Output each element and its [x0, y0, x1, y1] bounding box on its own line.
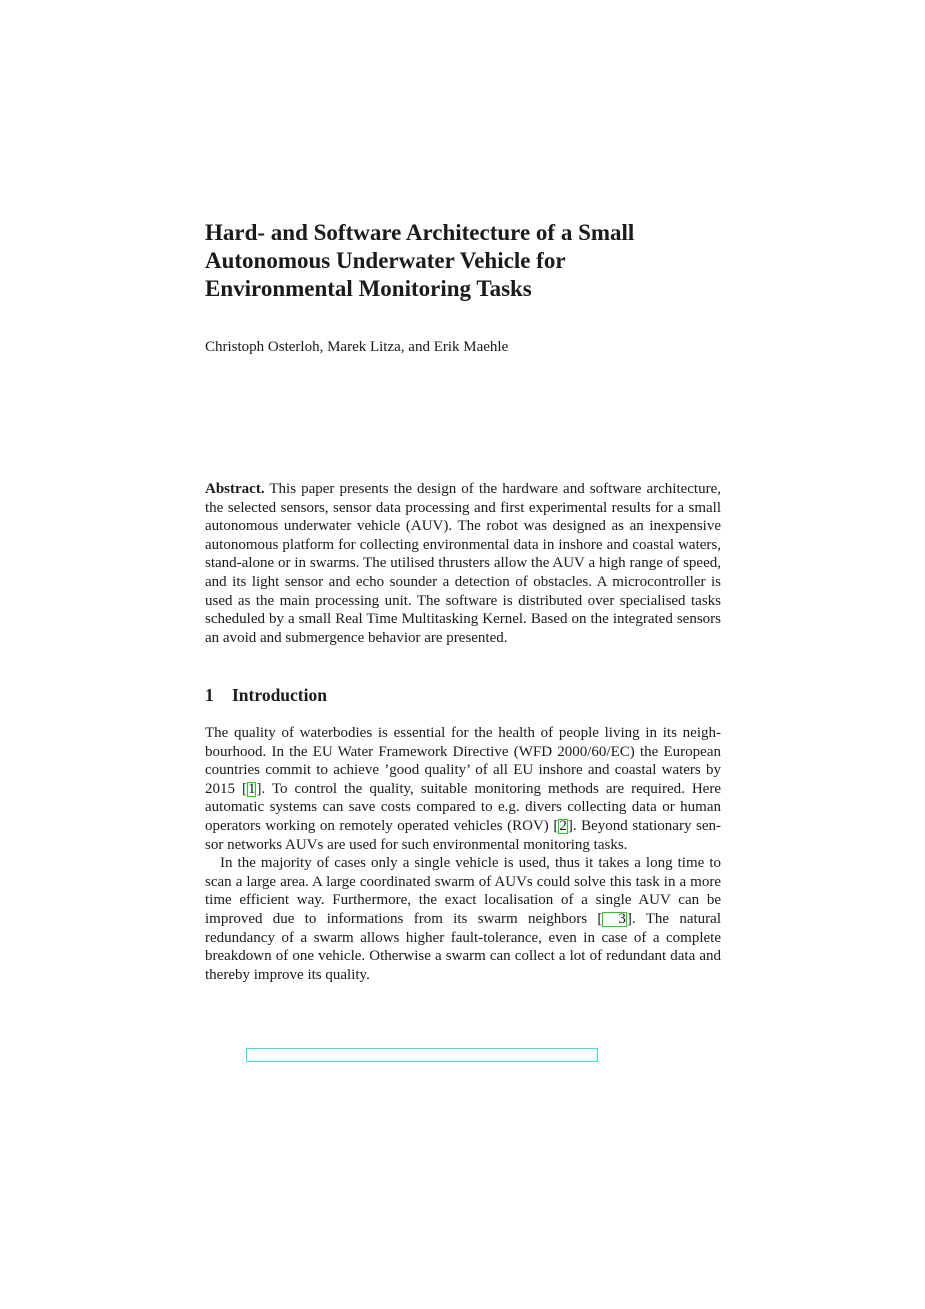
- section-title: Introduction: [232, 685, 327, 705]
- title-line-1: Hard- and Software Architecture of a Small: [205, 220, 635, 245]
- title-line-2: Autonomous Underwater Vehicle for: [205, 248, 566, 273]
- citation-link-2[interactable]: 2: [559, 817, 567, 834]
- introduction-body: [205, 724, 721, 984]
- abstract-label: Abstract.: [205, 481, 265, 497]
- para1-text-a: The quality of waterbodies is essential for the health of people living in its neighbourhood. In the EU Water Framework Directive (WFD 2000/60/EC) the European countries commit to achieve ’good quality’ of all EU inshore and coastal waters by 2015 [: [205, 725, 721, 797]
- abstract: [205, 480, 721, 647]
- section-heading: [205, 684, 327, 706]
- citation-link-3[interactable]: 3: [602, 912, 627, 927]
- para2-text-a: In the majority of cases only a single vehicle is used, thus it takes a long time to scan a large area. A large coordinated swarm of AUVs could solve this task in a more time efficient way. Furthermore, the exact localisation of a single AUV can be improved due to informations from its swarm neighbors [: [205, 855, 721, 927]
- para1-text-b: ]. To control the quality, suitable monitoring methods are required. Here automatic systems can save costs compared to e.g. divers collecting data or human operators working on remotely operated vehicles (ROV) [: [205, 780, 721, 834]
- para2-text-b: ]. The natural redundancy of a swarm allows higher fault-tolerance, even in case of a complete breakdown of one vehicle. Otherwise a swarm can collect a lot of redundant data and thereby improve its quality.: [205, 910, 721, 983]
- footnote-link-box[interactable]: [246, 1048, 598, 1062]
- intro-paragraph-1: [205, 724, 721, 854]
- para1-text-c: ]. Beyond stationary sensor networks AUVs are used for such environmental monitoring tasks.: [205, 817, 721, 853]
- citation-link-1[interactable]: 1: [247, 780, 256, 797]
- section-number: 1: [205, 685, 214, 705]
- author-list: Christoph Osterloh, Marek Litza, and Erik Maehle: [205, 339, 509, 355]
- title-line-3: Environmental Monitoring Tasks: [205, 276, 532, 301]
- abstract-text: This paper presents the design of the hardware and software architecture, the selected sensors, sensor data processing and first experimental results for a small autonomous underwater vehicle (AUV). The robot was designed as an inexpensive autonomous platform for collecting environmental data in inshore and coastal waters, stand-alone or in swarms. The utilised thrusters allow the AUV a high range of speed, and its light sensor and echo sounder a detection of obstacles. A microcontroller is used as the main processing unit. The software is distributed over specialised tasks scheduled by a small Real Time Multitasking Kernel. Based on the integrated sensors an avoid and submergence behavior are presented.: [205, 481, 721, 646]
- intro-paragraph-2: [205, 854, 721, 984]
- paper-title: [205, 219, 721, 303]
